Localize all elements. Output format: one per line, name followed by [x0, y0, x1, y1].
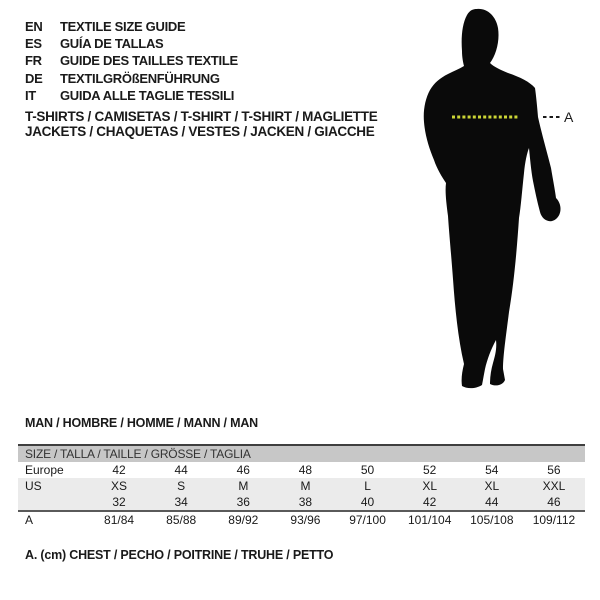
language-code: FR [25, 53, 42, 69]
size-table-header: SIZE / TALLA / TAILLE / GRÖSSE / TAGLIA [18, 446, 585, 462]
size-cell: 97/100 [349, 513, 386, 527]
product-line-tshirts: T-SHIRTS / CAMISETAS / T-SHIRT / T-SHIRT / MAGLIETTE [25, 109, 378, 124]
row-label: Europe [25, 463, 64, 477]
table-row-chest-measure [18, 510, 585, 528]
size-cell: S [177, 479, 186, 493]
size-table [18, 444, 585, 528]
size-cell: 109/112 [532, 513, 576, 527]
size-cell: 85/88 [166, 513, 197, 527]
table-row-us [18, 478, 585, 494]
language-code: IT [25, 87, 36, 103]
size-cell: 54 [485, 463, 499, 477]
section-heading-man: MAN / HOMBRE / HOMME / MANN / MAN [25, 416, 258, 430]
size-cell: 32 [112, 495, 126, 509]
language-label: GUÍA DE TALLAS [60, 36, 164, 52]
size-cell: 42 [423, 495, 437, 509]
language-label: TEXTILGRÖßENFÜHRUNG [60, 70, 220, 86]
size-cell: 56 [547, 463, 561, 477]
row-label [18, 494, 88, 510]
size-cell: XXL [542, 479, 566, 493]
measure-label-a: A [564, 109, 574, 125]
size-cell: M [300, 479, 311, 493]
row-label: A [25, 513, 34, 527]
size-cell: XL [422, 479, 438, 493]
row-label: US [25, 479, 42, 493]
size-cell: 42 [112, 463, 126, 477]
man-silhouette-icon [424, 9, 561, 388]
size-cell: 48 [298, 463, 313, 477]
size-cell: 101/104 [407, 513, 452, 527]
language-code: DE [25, 70, 43, 86]
language-code: EN [25, 19, 43, 34]
size-cell: 44 [174, 463, 188, 477]
product-line-jackets: JACKETS / CHAQUETAS / VESTES / JACKEN / GIACCHE [25, 124, 375, 139]
size-cell: 52 [423, 463, 437, 477]
size-cell: XS [111, 479, 128, 493]
size-cell: 36 [236, 495, 250, 509]
size-cell: 93/96 [290, 513, 321, 527]
language-label: TEXTILE SIZE GUIDE [60, 19, 186, 34]
size-cell: 44 [485, 495, 499, 509]
size-cell: 81/84 [104, 513, 135, 527]
size-cell: M [238, 479, 249, 493]
size-cell: 105/108 [470, 513, 514, 527]
measure-footnote: A. (cm) CHEST / PECHO / POITRINE / TRUHE / PETTO [25, 548, 334, 562]
language-code: ES [25, 36, 42, 52]
size-cell: 34 [174, 495, 188, 509]
size-cell: L [364, 479, 371, 493]
table-row-us-numeric [18, 494, 585, 510]
language-label: GUIDE DES TAILLES TEXTILE [60, 53, 238, 69]
language-label: GUIDA ALLE TAGLIE TESSILI [60, 87, 235, 103]
size-cell: 50 [360, 463, 375, 477]
size-cell: 46 [547, 495, 561, 509]
size-cell: 89/92 [228, 513, 259, 527]
size-cell: XL [484, 479, 500, 493]
size-cell: 46 [236, 463, 250, 477]
size-cell: 38 [298, 495, 313, 509]
size-cell: 40 [360, 495, 375, 509]
table-row-europe [18, 462, 585, 478]
